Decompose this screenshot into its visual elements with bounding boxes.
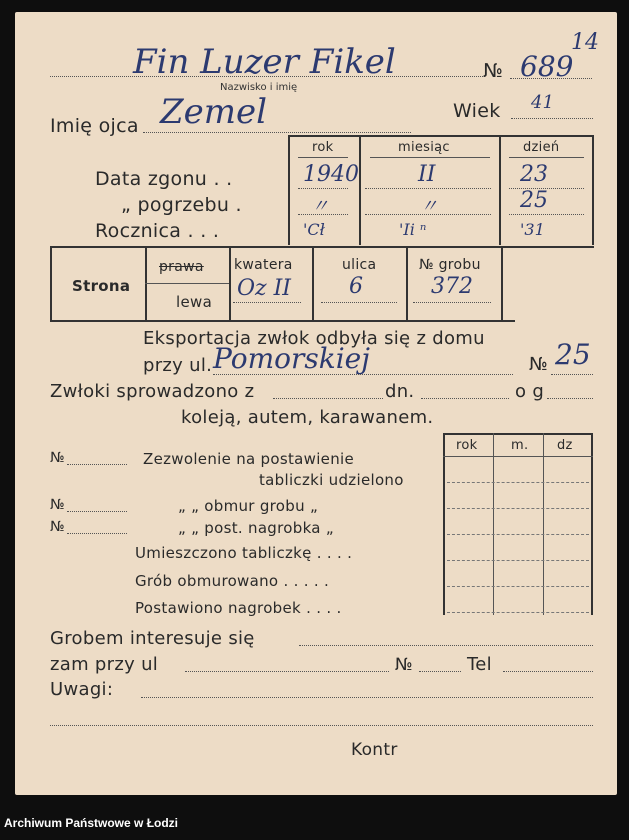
export-no-value: 25 [555,338,591,371]
tombstone-permit-number-label: № [50,519,65,535]
side-left: lewa [176,293,213,311]
anniversary-label: Rocznica . . . [95,220,220,242]
record-number-underline [510,78,592,79]
address-label: zam przy ul [50,654,159,675]
side-right: prawa [159,259,204,275]
death-month: II [418,162,436,187]
date-header-year: rok [312,140,334,155]
date-header-day: dzień [523,140,560,155]
father-value: Zemel [160,92,267,132]
anniversary-year: 'Cł [303,220,325,239]
name-underline [50,76,485,77]
father-underline [143,132,411,133]
notes-label: Uwagi: [50,679,114,700]
grave-number-value: 372 [431,274,473,299]
deceased-name: Fin Luzer Fikel [133,42,396,82]
father-label: Imię ojca [50,115,139,137]
burial-month: 〃 [420,196,438,217]
permit-table-day: dz [557,438,573,453]
transport-options: koleją, autem, karawanem. [181,407,434,428]
quarter-label: kwatera [234,257,293,273]
death-day: 23 [520,162,548,187]
street-label: ulica [342,257,377,273]
age-value: 41 [531,92,554,113]
permit-number-label: № [50,450,65,466]
phone-label: Tel [467,654,492,675]
age-underline [511,118,593,119]
street-value: 6 [349,274,363,299]
permit-wall-line: „ „ obmur grobu „ [178,497,319,515]
anniversary-day: '31 [520,220,545,239]
grave-walled: Grób obmurowano . . . . . [135,572,330,590]
record-number-value: 689 [520,50,574,83]
side-label: Strona [72,277,131,295]
interested-label: Grobem interesuje się [50,628,255,649]
plaque-placed: Umieszczono tabliczkę . . . . [135,544,353,562]
address-number-label: № [395,655,413,675]
export-street: Pomorskiej [213,342,370,375]
tombstone-placed: Postawiono nagrobek . . . . [135,599,342,617]
permit-tombstone-line: „ „ post. nagrobka „ [178,519,334,537]
quarter-value: Oz II [237,276,292,301]
transfer-date-label: dn. [385,381,415,402]
control-label: Kontr [351,740,398,760]
transfer-label: Zwłoki sprowadzono z [50,381,255,402]
date-header-month: miesiąc [398,140,450,155]
archive-caption: Archiwum Państwowe w Łodzi [4,816,179,830]
burial-date-label: „ pogrzebu . [121,194,242,216]
burial-day: 25 [520,188,548,213]
permit-table-year: rok [456,438,478,453]
permit-plaque-line2: tabliczki udzielono [259,471,404,489]
export-prefix: przy ul. [143,355,213,376]
grave-number-label: № grobu [419,257,481,273]
record-number-label: № [483,60,504,82]
age-label: Wiek [453,100,501,122]
permit-table-month: m. [511,438,529,453]
anniversary-month: 'Ii ⁿ [399,220,427,239]
burial-year: 〃 [311,196,329,217]
export-no-label: № [529,354,549,375]
permit-plaque-line1: Zezwolenie na postawienie [143,450,355,468]
record-number-top: 14 [571,30,599,55]
name-caption: Nazwisko i imię [220,82,298,93]
death-year: 1940 [303,162,359,187]
death-date-label: Data zgonu . . [95,168,233,190]
wall-permit-number-label: № [50,497,65,513]
transfer-hour-label: o g [515,381,545,402]
death-record-card [15,12,617,795]
export-line: Eksportacja zwłok odbyła się z domu [143,328,485,349]
